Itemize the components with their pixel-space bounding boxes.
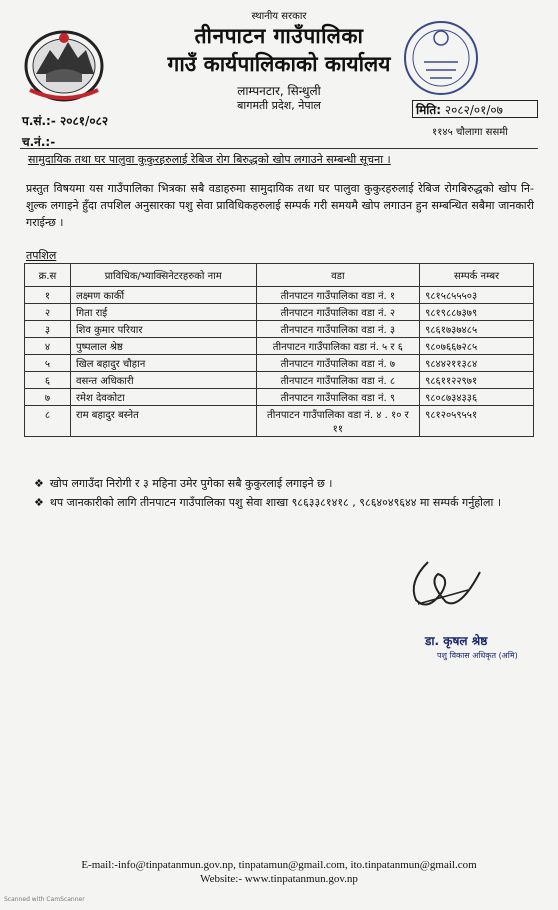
scanner-watermark: Scanned with CamScanner: [4, 896, 85, 903]
row-name: लक्ष्मण कार्की: [70, 287, 256, 304]
header-ward: वडा: [256, 264, 420, 287]
row-ward: तीनपाटन गाउँपालिका वडा नं. ८: [256, 372, 420, 389]
row-ward: तीनपाटन गाउँपालिका वडा नं. ३: [256, 321, 420, 338]
diamond-bullet-icon: ❖: [34, 477, 44, 490]
table-header-row: [25, 264, 534, 287]
row-name: खिल बहादुर चौहान: [70, 355, 256, 372]
row-phone: ९८०७६६७२८५: [420, 338, 534, 355]
table-body: [25, 287, 534, 437]
reference-label: प.सं.:-: [22, 114, 56, 128]
station-text: ११४५ चौलागा ससमी: [432, 127, 508, 138]
reference-value: २०८१/०८२: [60, 114, 109, 128]
header-sn: क्र.स: [25, 264, 71, 287]
row-name: पुष्पलाल श्रेष्ठ: [70, 338, 256, 355]
row-ward: तीनपाटन गाउँपालिका वडा नं. ५ र ६: [256, 338, 420, 355]
date-label: मिति:: [416, 103, 442, 117]
row-sn: ३: [25, 321, 71, 338]
row-phone: ९८१९८८७३७९: [420, 304, 534, 321]
header-phone: सम्पर्क नम्बर: [420, 264, 534, 287]
row-phone: ९८१५८५५५०३: [420, 287, 534, 304]
row-sn: ६: [25, 372, 71, 389]
signatory-post: पशु विकास अधिकृत (अमि): [437, 651, 518, 660]
row-phone: ९८४४२११३८४: [420, 355, 534, 372]
note-item: [34, 475, 524, 493]
row-sn: ५: [25, 355, 71, 372]
row-ward: तीनपाटन गाउँपालिका वडा नं. ९: [256, 389, 420, 406]
date-value: २०८२/०१/०७: [444, 103, 503, 117]
diamond-bullet-icon: ❖: [34, 496, 44, 509]
contact-email: E-mail:-info@tinpatanmun.gov.np, tinpatamun@gmail.com, ito.tinpatanmun@gmail.com: [81, 859, 477, 871]
signatory-name: डा. कृषल श्रेष्ठ: [425, 634, 488, 648]
row-sn: १: [25, 287, 71, 304]
reference-number: [22, 112, 108, 129]
table-row: [25, 338, 534, 355]
row-sn: ७: [25, 389, 71, 406]
header-name: प्राविधिक/भ्याक्सिनेटरहरुको नाम: [70, 264, 256, 287]
row-ward: तीनपाटन गाउँपालिका वडा नं. २: [256, 304, 420, 321]
dispatch-label: च.नं.:-: [22, 135, 56, 149]
table-row: [25, 372, 534, 389]
address-line-2: बागमती प्रदेश, नेपाल: [237, 99, 321, 112]
table-row: [25, 389, 534, 406]
row-phone: ९८६१७३७४८५: [420, 321, 534, 338]
contact-footer: [0, 858, 558, 886]
note-text: थप जानकारीको लागि तीनपाटन गाउँपालिका पशु सेवा शाखा ९८६३३८१४१८ , ९८६४०४९६४४ मा सम्पर्क गर्नुहोला ।: [49, 496, 501, 509]
details-heading: तपशिल: [26, 249, 57, 262]
row-name: गिता राई: [70, 304, 256, 321]
row-phone: ९८१२०५९५५१: [420, 406, 534, 437]
note-text: खोप लगाउँदा निरोगी र ३ महिना उमेर पुगेका सबै कुकुरलाई लगाइने छ ।: [49, 477, 333, 490]
table-row: [25, 321, 534, 338]
notice-body: प्रस्तुत विषयमा यस गाउँपालिका भित्रका सबै वडाहरुमा सामुदायिक तथा घर पालुवा कुकुरहरुलाई रेबिज रोगबिरुद्धको खोप नि-शुल्क लगाइने हुँदा तपशिल अनुसारका पशु सेवा प्राविधिकहरुलाई सम्पर्क गरी समयमै खोप लगाउन हुन सम्बन्धित सबैमा जानकारी गराईन्छ ।: [26, 182, 534, 229]
row-phone: ९८०८७३४३३६: [420, 389, 534, 406]
row-sn: ८: [25, 406, 71, 437]
header-divider: [20, 148, 538, 149]
row-name: राम बहादुर बस्नेत: [70, 406, 256, 437]
notice-subject: सामुदायिक तथा घर पालुवा कुकुरहरुलाई रेबिज रोग बिरुद्धको खोप लगाउने सम्बन्धी सूचना ।: [28, 153, 391, 166]
vaccinator-table: [24, 263, 534, 437]
row-ward: तीनपाटन गाउँपालिका वडा नं. ७: [256, 355, 420, 372]
address-line-1: लाम्पनटार, सिन्धुली: [237, 84, 321, 98]
government-label: स्थानीय सरकार: [251, 11, 307, 22]
row-name: वसन्त अधिकारी: [70, 372, 256, 389]
row-sn: ४: [25, 338, 71, 355]
row-phone: ९८६११२२९७१: [420, 372, 534, 389]
table-row: [25, 406, 534, 437]
note-item: [34, 494, 524, 512]
table-row: [25, 355, 534, 372]
row-name: रमेश देवकोटा: [70, 389, 256, 406]
table-row: [25, 304, 534, 321]
table-row: [25, 287, 534, 304]
date-box: [412, 100, 538, 118]
contact-website: Website:- www.tinpatanmun.gov.np: [200, 873, 358, 885]
office-name: गाउँ कार्यपालिकाको कार्यालय: [167, 52, 391, 76]
signature-image: [398, 552, 488, 614]
row-ward: तीनपाटन गाउँपालिका वडा नं. ४ . १० र ११: [256, 406, 420, 437]
organization-name: तीनपाटन गाउँपालिका: [194, 24, 364, 48]
row-name: शिव कुमार परियार: [70, 321, 256, 338]
row-sn: २: [25, 304, 71, 321]
row-ward: तीनपाटन गाउँपालिका वडा नं. १: [256, 287, 420, 304]
